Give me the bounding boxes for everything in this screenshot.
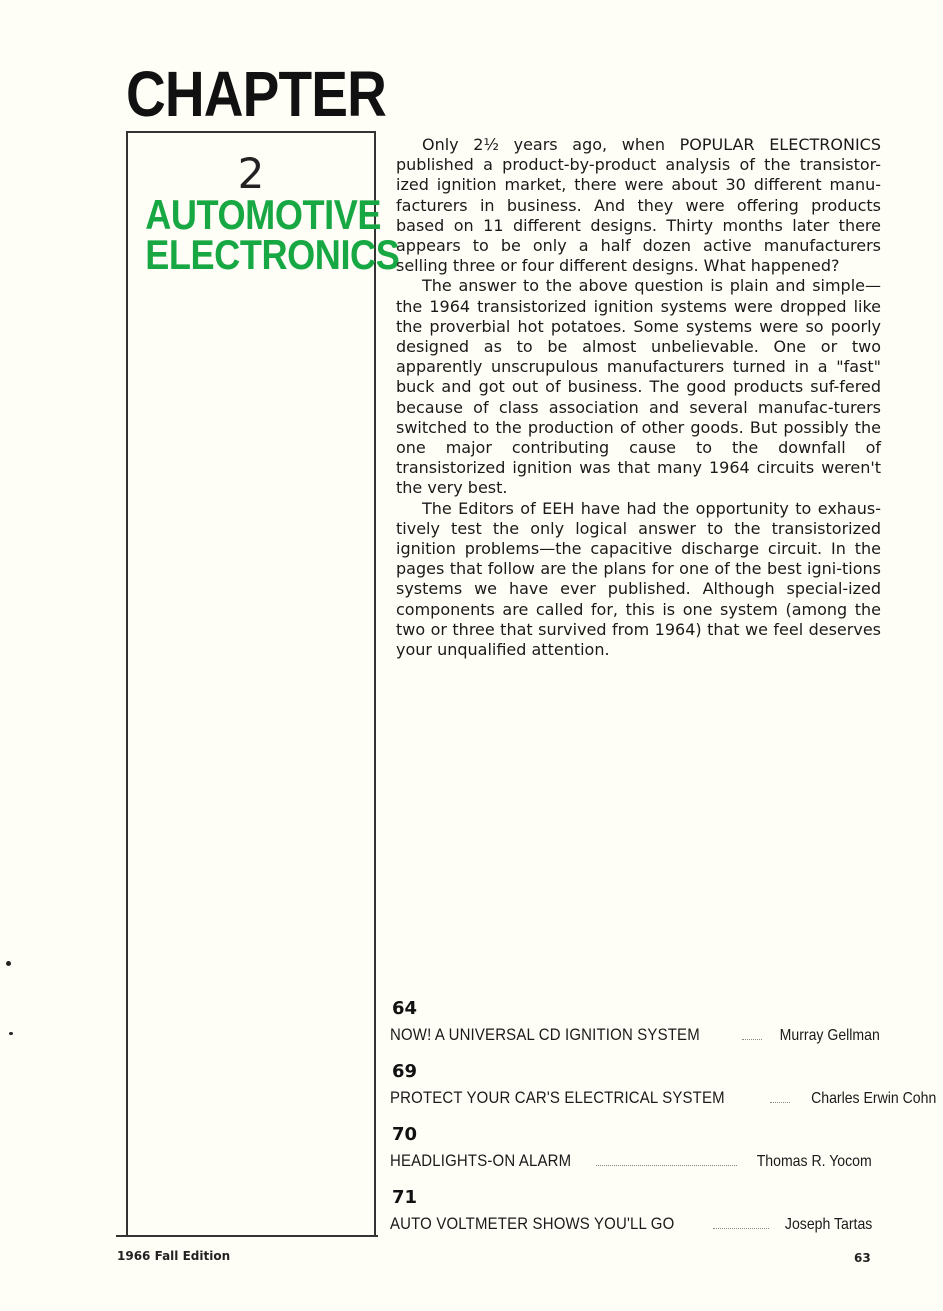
chapter-heading: CHAPTER (126, 58, 387, 130)
leader-dots (713, 1228, 768, 1229)
margin-mark (9, 1032, 13, 1035)
chapter-title (128, 191, 400, 278)
chapter-contents (390, 998, 937, 1250)
leader-dots (770, 1102, 790, 1103)
entry-line (390, 1150, 872, 1173)
entry-title: NOW! A UNIVERSAL CD IGNITION SYSTEM (390, 1025, 700, 1044)
entry-author: Joseph Tartas (784, 1216, 872, 1233)
leader-dots (742, 1039, 762, 1040)
contents-entry[interactable] (390, 998, 880, 1061)
chapter-title-line-1: AUTOMOTIVE (145, 191, 382, 238)
footer-edition: 1966 Fall Edition (117, 1249, 231, 1263)
entry-author: Charles Erwin Cohn (811, 1090, 937, 1107)
chapter-number: 2 (237, 149, 265, 198)
entry-page-number: 64 (392, 998, 418, 1019)
entry-line (390, 1087, 937, 1110)
intro-paragraph: The Editors of EEH have had the opportunity to exhaus-tively test the only logical answer to the transistorized ignition problems—the capacitive discharge circuit. In the pages that follow are the plans for one of the best igni-tions systems we have ever published. Although special-ized components are called for, this is one system (among the two or three that survived from 1964) that we feel deserves your unqualified attention. (396, 498, 881, 660)
entry-title: PROTECT YOUR CAR'S ELECTRICAL SYSTEM (390, 1088, 725, 1107)
entry-title: HEADLIGHTS-ON ALARM (390, 1151, 572, 1170)
intro-text (396, 135, 881, 660)
entry-page-number: 71 (392, 1187, 418, 1208)
intro-paragraph: The answer to the above question is plain and simple—the 1964 transistorized ignition systems were dropped like the proverbial hot potatoes. Some systems were so poorly designed as to be almost unbelievable. One or two apparently unscrupulous manufacturers turned in a "fast" buck and got out of business. The good products suf-fered because of class association and several manufac-turers switched to the production of other goods. But possibly the one major contributing cause to the downfall of transistorized ignition was that many 1964 circuits weren't the very best. (396, 276, 881, 498)
entry-page-number: 69 (392, 1061, 418, 1082)
contents-entry[interactable] (390, 1187, 872, 1250)
intro-paragraph: Only 2½ years ago, when POPULAR ELECTRONICS published a product-by-product analysis of the transistor-ized ignition market, there were about 30 different manu-facturers in business. And they were offering products based on 11 different designs. Thirty months later there appears to be only a half dozen active manufacturers selling three or four different designs. What happened? (396, 135, 881, 276)
chapter-title-line-2: ELECTRONICS (145, 231, 400, 278)
entry-page-number: 70 (392, 1124, 418, 1145)
entry-title: AUTO VOLTMETER SHOWS YOU'LL GO (390, 1214, 675, 1233)
entry-line (390, 1213, 872, 1236)
footer-page-number: 63 (854, 1251, 871, 1265)
contents-entry[interactable] (390, 1061, 937, 1124)
contents-entry[interactable] (390, 1124, 872, 1187)
entry-author: Thomas R. Yocom (756, 1153, 872, 1170)
entry-line (390, 1024, 880, 1047)
leader-dots (596, 1165, 737, 1166)
entry-author: Murray Gellman (779, 1027, 880, 1044)
chapter-box (126, 131, 400, 1235)
margin-mark (6, 961, 11, 966)
